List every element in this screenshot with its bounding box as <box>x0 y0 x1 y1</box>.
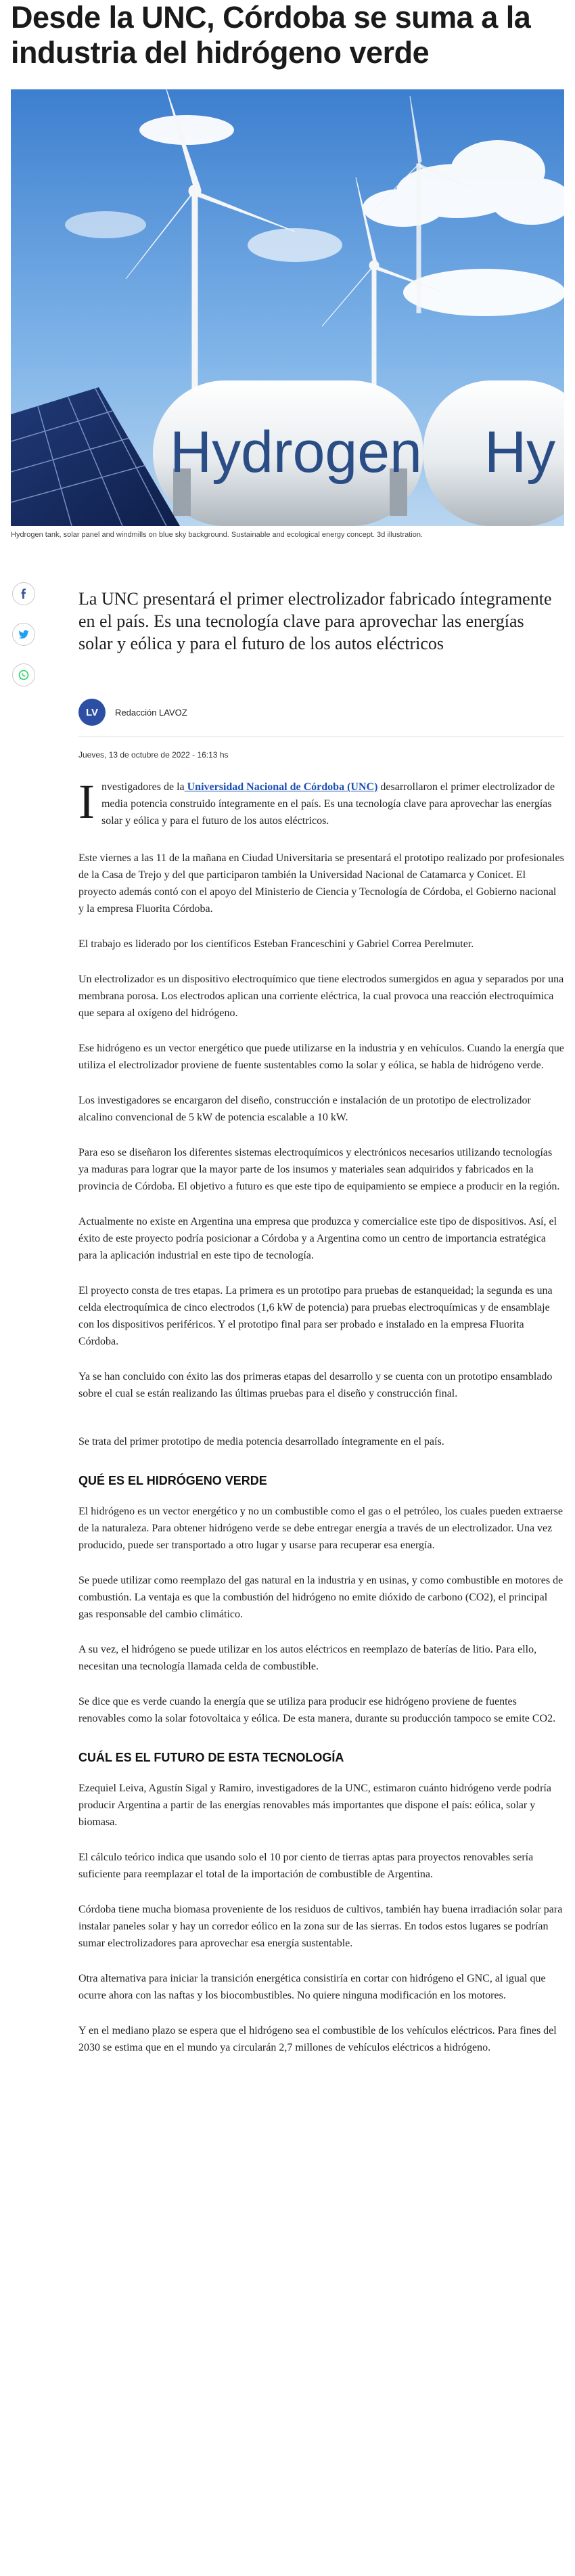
paragraph-12: El hidrógeno es un vector energético y no un combustible como el gas o el petróleo, los cuales pueden extraerse de la naturaleza. Para obtener hidrógeno verde se debe entregar energía a través de un electrolizador. Una vez producido, puede ser transportado a otro lugar y usarse para recuperar esa energía. <box>78 1506 563 1551</box>
facebook-icon <box>18 588 29 599</box>
author-avatar[interactable]: LV <box>78 699 106 726</box>
section-heading-1: QUÉ ES EL HIDRÓGENO VERDE <box>78 1474 267 1487</box>
author-name[interactable]: Redacción LAVOZ <box>115 707 187 718</box>
facebook-share-button[interactable] <box>12 582 35 605</box>
paragraph-4: Un electrolizador es un dispositivo electroquímico que tiene electrodos sumergidos en agua y separados por una membrana porosa. Los electrodos aplican una corriente eléctrica, la cual provoca una reacción electroquímica que separa al oxígeno del hidrógeno. <box>78 974 564 1019</box>
divider <box>78 736 564 737</box>
paragraph-18: Córdoba tiene mucha biomasa proveniente de los residuos de cultivos, también hay buena irradiación solar para instalar paneles solar y hay un corredor eólico en la zona sur de las sierras. En todos estos lugares se podrían sumar electrolizadores para aprovechar esa energía sustentable. <box>78 1904 563 1949</box>
paragraph-10: Ya se han concluido con éxito las dos primeras etapas del desarrollo y se cuenta con un prototipo ensamblado sobre el cual se están realizando las últimas pruebas para el diseño y construcción final. <box>78 1371 553 1399</box>
paragraph-5: Ese hidrógeno es un vector energético que puede utilizarse en la industria y en vehículos. Cuando la energía que utiliza el electrolizador proviene de fuente sustentables como la solar y eólica, se habla de hidrógeno verde. <box>78 1043 564 1071</box>
article-headline: Desde la UNC, Córdoba se suma a la industria del hidrógeno verde <box>11 0 531 70</box>
paragraph-6: Los investigadores se encargaron del diseño, construcción e instalación de un prototipo de electrolizador alcalino convencional de 5 kW de potencia escalable a 10 kW. <box>78 1095 531 1123</box>
image-caption: Hydrogen tank, solar panel and windmills on blue sky background. Sustainable and ecological energy concept. 3d illustration. <box>11 531 423 539</box>
tank-label-2: Hy <box>484 420 556 485</box>
paragraph-13: Se puede utilizar como reemplazo del gas natural en la industria y en usinas, y como combustible en motores de combustión. La ventaja es que la combustión del hidrógeno no emite dióxido de carbono (CO2), el principal gas responsable del cambio climático. <box>78 1575 564 1620</box>
paragraph-8: Actualmente no existe en Argentina una empresa que produzca y comercialice este tipo de dispositivos. Así, el éxito de este proyecto podría posicionar a Córdoba y a Argentina como un centro de importancia estratégica para la aplicación industrial en este tipo de tecnología. <box>78 1216 557 1261</box>
paragraph-16: Ezequiel Leiva, Agustín Sigal y Ramiro, investigadores de la UNC, estimaron cuánto hidrógeno verde podría producir Argentina a partir de las energías renovables más importantes que dispone el país: eólica, solar y biomasa. <box>78 1783 551 1828</box>
paragraph-2: Este viernes a las 11 de la mañana en Ciudad Universitaria se presentará el prototipo realizado por profesionales de la Casa de Trejo y del que participaron también la Universidad Nacional de Catamarca y Conicet. El proyecto además contó con el apoyo del Ministerio de Ciencia y Tecnología de Córdoba, el Gobierno nacional y la empresa Fluorita Córdoba. <box>78 852 564 915</box>
paragraph-20: Y en el mediano plazo se espera que el hidrógeno sea el combustible de los vehículos eléctricos. Para fines del 2030 se estima que en el mundo ya circularán 2,7 millones de vehículos eléctricos a hidrógeno. <box>78 2025 557 2053</box>
whatsapp-icon <box>18 670 29 680</box>
twitter-share-button[interactable] <box>12 623 35 646</box>
paragraph-14: A su vez, el hidrógeno se puede utilizar en los autos eléctricos en reemplazo de baterías de litio. Para ello, necesitan una tecnología llamada celda de combustible. <box>78 1644 537 1672</box>
paragraph-19: Otra alternativa para iniciar la transición energética consistiría en cortar con hidrógeno el GNC, al igual que ocurre ahora con las naftas y los biocombustibles. No quiere ninguna modificación en los motores. <box>78 1973 546 2001</box>
article-summary: La UNC presentará el primer electrolizador fabricado íntegramente en el país. Es una tecnología clave para aprovechar las energías solar y eólica y para el futuro de los autos eléctricos <box>78 589 552 653</box>
section-heading-2: CUÁL ES EL FUTURO DE ESTA TECNOLOGÍA <box>78 1751 344 1764</box>
hero-image <box>11 89 564 526</box>
paragraph-1 <box>78 774 564 829</box>
paragraph-15: Se dice que es verde cuando la energía que se utiliza para producir ese hidrógeno proviene de fuentes renovables como la solar fotovoltaica y eólica. De esta manera, durante su producción tampoco se emite CO2. <box>78 1696 556 1724</box>
paragraph-1-rest: desarrollaron el primer electrolizador de media potencia construido íntegramente en el país. Es una tecnología clave para aprovechar las energías solar y eólica y para el futuro de los autos eléctricos. <box>101 781 555 827</box>
twitter-icon <box>18 629 29 640</box>
paragraph-7: Para eso se diseñaron los diferentes sistemas electroquímicos y electrónicos necesarios utilizando tecnologías ya maduras para lograr que la mayor parte de los insumos y materiales sean adquiridos y fabricados en la provincia de Córdoba. El objetivo a futuro es que este tipo de equipamiento se empiece a producir en la región. <box>78 1147 560 1192</box>
paragraph-17: El cálculo teórico indica que usando solo el 10 por ciento de tierras aptas para proyectos renovables sería suficiente para reemplazar el total de la importación de combustible de Argentina. <box>78 1852 534 1880</box>
paragraph-11: Se trata del primer prototipo de media potencia desarrollado íntegramente en el país. <box>78 1436 444 1447</box>
article-body <box>78 774 564 2074</box>
paragraph-3: El trabajo es liderado por los científicos Esteban Franceschini y Gabriel Correa Perelmuter. <box>78 938 474 950</box>
paragraph-9: El proyecto consta de tres etapas. La primera es un prototipo para pruebas de estanqueidad; la segunda es una celda electroquímica de cinco electrodos (1,6 kW de potencia) para pruebas electroquímicas y de ensamblaje con los dispositivos periféricos. Y el prototipo final para ser probado e instalado en la empresa Fluorita Córdoba. <box>78 1285 553 1347</box>
tank-label: Hydrogen <box>170 420 422 485</box>
drop-cap: I <box>78 774 95 829</box>
author-block <box>78 699 187 726</box>
unc-link[interactable]: Universidad Nacional de Córdoba (UNC) <box>184 781 378 793</box>
whatsapp-share-button[interactable] <box>12 663 35 686</box>
paragraph-1-intro: nvestigadores de la <box>101 781 185 793</box>
publish-date: Jueves, 13 de octubre de 2022 - 16:13 hs <box>78 750 229 760</box>
hydrogen-illustration <box>11 89 564 526</box>
